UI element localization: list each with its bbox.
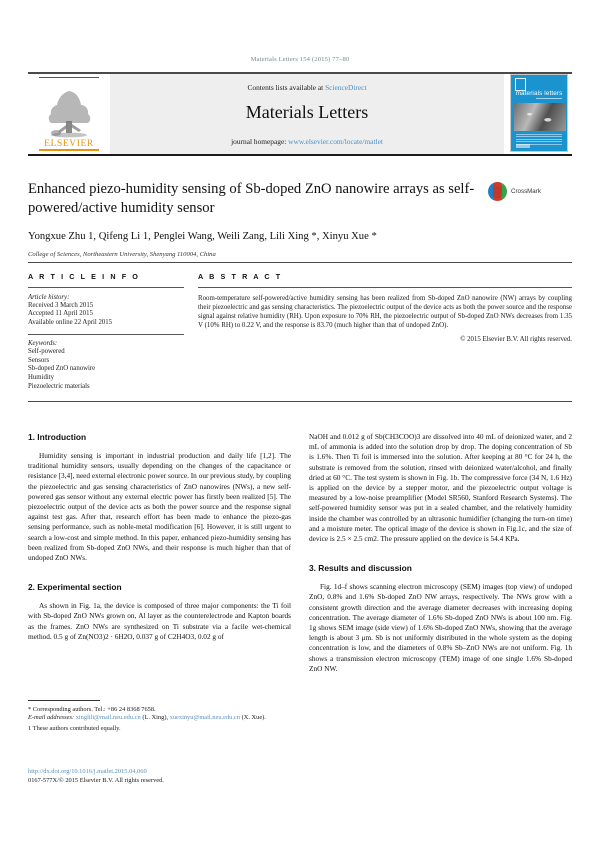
email-name-xing: (L. Xing), — [142, 714, 169, 722]
homepage-prefix: journal homepage: — [231, 136, 289, 146]
article-info-column — [28, 272, 198, 391]
keyword-item: Humidity — [28, 374, 55, 382]
journal-title: Materials Letters — [245, 101, 369, 122]
footnotes-block — [28, 700, 291, 733]
body-columns — [28, 432, 572, 683]
elsevier-bottom-bar — [39, 149, 99, 150]
section-title-experimental: 2. Experimental section — [28, 582, 122, 593]
cover-image — [510, 74, 568, 152]
elsevier-top-bar — [39, 77, 99, 78]
history-accepted: Accepted 11 April 2015 — [28, 310, 93, 318]
keyword-item: Sensors — [28, 356, 50, 364]
article-info-heading: A R T I C L E I N F O — [28, 272, 140, 282]
journal-homepage-link[interactable]: www.elsevier.com/locate/matlet — [288, 136, 383, 146]
contents-prefix: Contents lists available at — [247, 82, 326, 92]
keyword-item: Sb-doped ZnO nanowire — [28, 365, 96, 373]
section-title-introduction: 1. Introduction — [28, 432, 87, 442]
footnote-corresponding: * Corresponding authors. Tel.: +86 24 8368 7658. — [28, 705, 156, 713]
results-paragraph: Fig. 1d–f shows scanning electron microscopy (SEM) images (top view) of undoped ZnO, 0.8% and 1.6% Sb-doped ZnO NW arrays, respectively. The NWs grow with a consistent growth direction and the average diameter decreases with increasing doping concentration. The average diameter of 1.6% Sb-doped ZnO NWs is about 100 nm. Fig. 1g shows SEM image (side view) of 1.6% Sb-doped ZnO NWs, showing that the average length is about 3 μm. Sb is not uniformly distributed in the whole system as the doping concentration is low, and the diameters of 0.8% Sb–ZnO NWs are not uniform. Fig. 1h shows a transmission electron microscopy (TEM) image of one single 1.6% Sb-doped ZnO NW. — [309, 582, 572, 673]
crossmark-icon — [488, 182, 507, 201]
abstract-copyright: © 2015 Elsevier B.V. All rights reserved. — [460, 335, 572, 343]
sciencedirect-link[interactable]: ScienceDirect — [325, 82, 367, 92]
history-online: Available online 22 April 2015 — [28, 318, 113, 326]
tree-illustration-icon — [36, 81, 102, 141]
cover-subtitle-rule — [536, 98, 562, 99]
email-label: E-mail addresses: — [28, 714, 75, 722]
elsevier-tree-icon — [36, 77, 102, 151]
author-list: Yongxue Zhu 1, Qifeng Li 1, Penglei Wang, Weili Zang, Lili Xing *, Xinyu Xue * — [28, 231, 377, 242]
abstract-rule — [198, 287, 572, 288]
abstract-text: Room-temperature self-powered/active humidity sensing has been realized from Sb-doped ZnO nanowire (NW) arrays by coupling their piezoelectric and gas sensing characteristics. The piezoelectric output of the device acts as both the power source and the response signal against relative humidity (RH). Upon exposure to 70% RH, the piezoelectric output of Sb-doped ZnO NWs decreases from 1.35 V (10% RH) to 0.22 V, and the response is 83.70 (much higher than that of undoped ZnO). — [198, 294, 572, 330]
title-block — [28, 180, 572, 258]
abstract-column — [198, 272, 572, 391]
journal-masthead — [28, 72, 572, 156]
footnote-rule — [28, 700, 100, 701]
history-received: Received 3 March 2015 — [28, 301, 94, 309]
cover-micrograph-image — [514, 103, 566, 131]
issn-copyright: 0167-577X/© 2015 Elsevier B.V. All rights reserved. — [28, 776, 164, 784]
journal-homepage-line — [110, 137, 504, 146]
left-column — [28, 432, 291, 683]
publication-block — [28, 768, 328, 785]
keyword-item: Piezoelectric materials — [28, 382, 90, 390]
keyword-item: Self-powered — [28, 348, 65, 356]
crossmark-label: CrossMark — [511, 188, 541, 195]
footnote-emails — [28, 714, 291, 722]
elsevier-logo — [28, 74, 110, 154]
cover-footer-mark — [516, 144, 530, 148]
crossmark-badge[interactable] — [488, 182, 572, 201]
affiliation: College of Sciences, Northeastern University, Shenyang 110004, China — [28, 251, 216, 258]
elsevier-wordmark: ELSEVIER — [44, 138, 94, 149]
journal-cover-thumbnail — [504, 74, 572, 154]
info-abstract-band — [28, 262, 572, 402]
masthead-center — [110, 74, 504, 154]
email-name-xue: (X. Xue). — [241, 714, 266, 722]
keywords-label: Keywords: — [28, 340, 58, 348]
band-bottom-rule — [28, 401, 572, 402]
doi-link[interactable]: http://dx.doi.org/10.1016/j.matlet.2015.04.060 — [28, 768, 147, 775]
contents-available-line — [110, 83, 504, 92]
page-title: Enhanced piezo-humidity sensing of Sb-doped ZnO nanowire arrays as self-powered/active humidity sensor — [28, 181, 475, 216]
keywords-rule — [28, 334, 184, 335]
band-top-rule — [28, 262, 572, 263]
email-link-xing[interactable]: xinglili@mail.neu.edu.cn — [75, 714, 141, 722]
introduction-paragraph: Humidity sensing is important in industrial production and daily life [1,2]. The traditional humidity sensors, usually depending on the changes of the capacitance or resistance [3,4], need external electronic power source. In our previous study, by coupling the piezoelectric and gas sensing characteristics of ZnO nanowires (NWs), a new self-powered gas sensor without any external electric power has firstly been realized [5]. The piezoelectric output of the device acts as both the power source and the response signal against test gas. After that, research effort has been made to enhance the piezo-gas sensing performance, such as noble-metal modification [6]. However, it is still urgent to search a low-cost and simple method. In this paper, enhanced piezo-humidity sensing has been realized from Sb-doped ZnO NWs, and their response is much higher than that of undoped ZnO NWs. — [28, 451, 291, 563]
article-info-rule — [28, 287, 184, 288]
experimental-paragraph-left: As shown in Fig. 1a, the device is composed of three major components: the Ti foil with Sb-doped ZnO NWs grown on, Al layer as the counterelectrode and Kapton boards as the frames. ZnO NWs are synthesized on Ti substrate via a facile wet-chemical method. 0.5 g of Zn(NO3)2 · 6H2O, 0.037 g of C2H4O3, 0.02 g of — [28, 601, 291, 641]
email-link-xue[interactable]: xuexinyu@mail.neu.edu.cn — [169, 714, 240, 722]
running-head: Materials Letters 154 (2015) 77–80 — [250, 56, 350, 63]
footnote-equal-contribution: 1 These authors contributed equally. — [28, 724, 121, 732]
band-columns — [28, 272, 572, 391]
abstract-heading: A B S T R A C T — [198, 272, 283, 282]
section-title-results: 3. Results and discussion — [309, 563, 412, 574]
right-column — [309, 432, 572, 683]
article-history-label: Article history: — [28, 293, 70, 301]
masthead-bottom-rule — [28, 154, 572, 157]
keywords-block — [28, 340, 184, 391]
cover-title-text: materials letters — [515, 89, 563, 97]
experimental-paragraph-right: NaOH and 0.012 g of Sb(CH3COO)3 are dissolved into 40 mL of deionized water, and 2 mL of ammonia is added into the solution drop by drop. The doping concentration of Sb is 1.6%. Then Ti foil is immersed into the solution. After keeping at 80 °C for 24 h, the substrate is removed from the solution, rinsed with deionized water/alcohol, and finally dried at 60 °C. The test system is shown in Fig. 1b. The compressive force (34 N, 1.6 Hz) is applied on the device by a stepper motor, and the piezoelectric output voltage is measured by a low-noise preamplifier (Model SR560, Stanford Research Systems). The self-powered humidity sensor was put in a sealed chamber, and the relatively humidity inside the chamber was controlled by an ultrasonic humidifier (changing the turn-on time) and a moisture meter. The optical image of the device is shown in Fig.1c, and the size of device is 2.5 × 2.5 cm2. The pressure applied on the device is 54.4 KPa. — [309, 432, 573, 544]
masthead-body — [28, 74, 572, 154]
